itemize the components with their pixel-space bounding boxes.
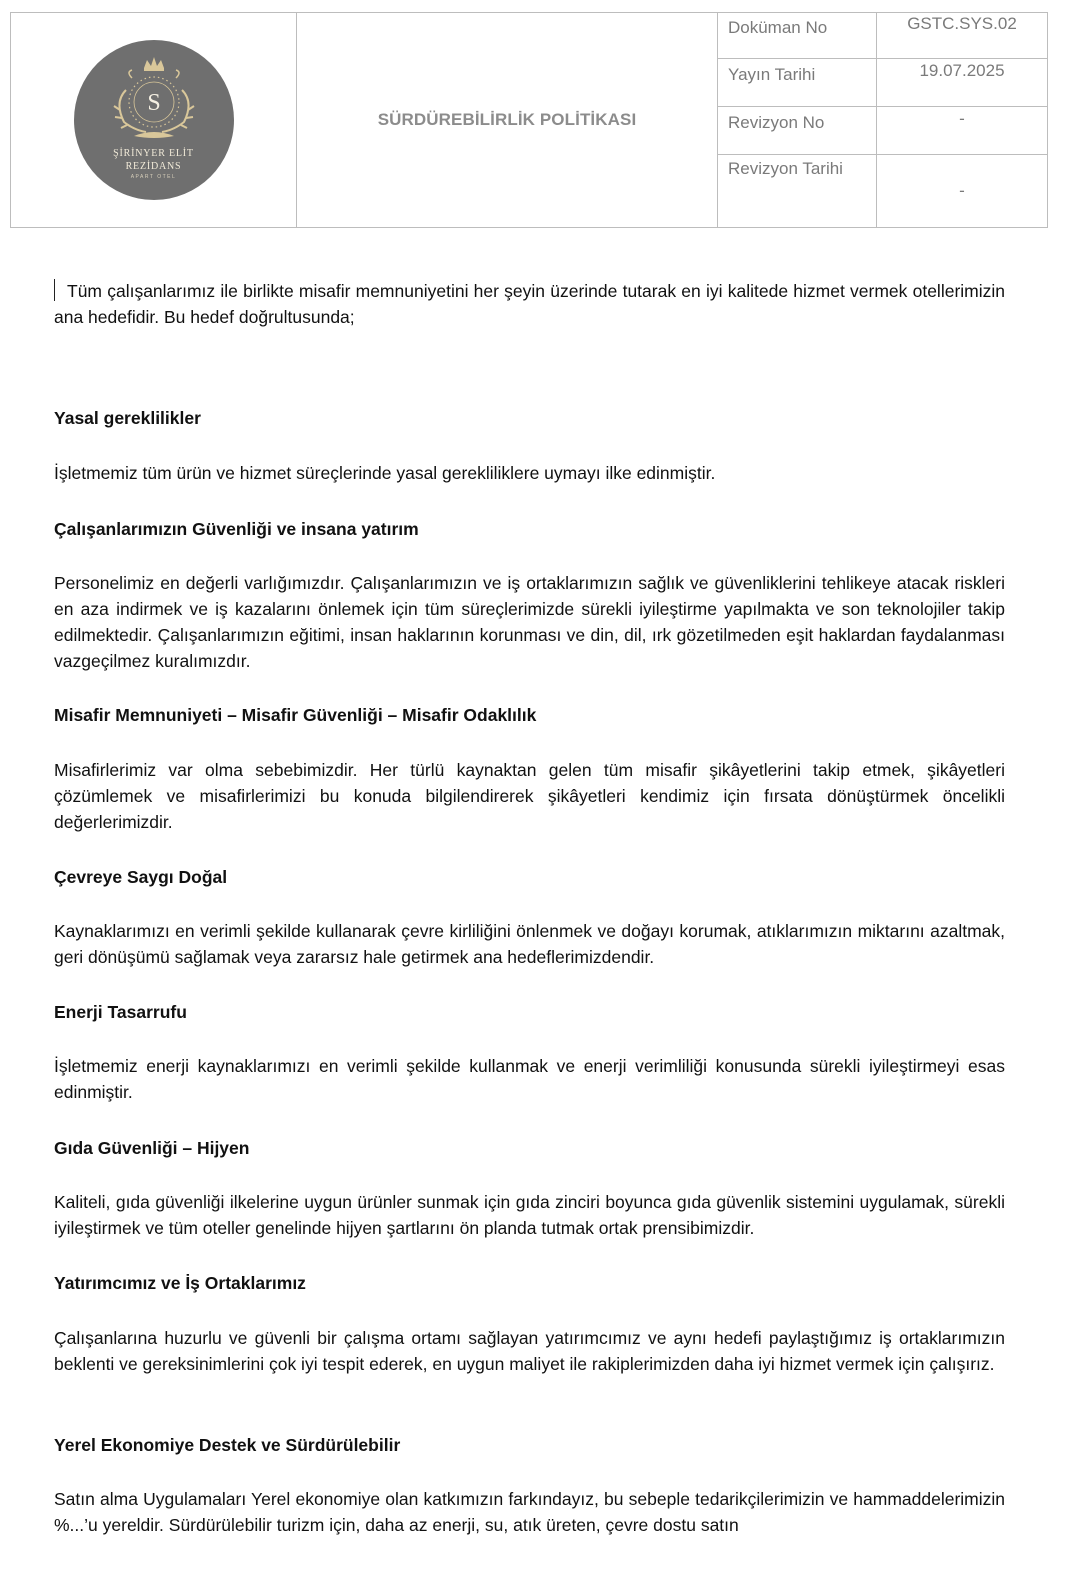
meta-label-document-no: Doküman No <box>718 13 877 59</box>
logo-monogram: S <box>146 90 161 116</box>
section-heading: Yerel Ekonomiye Destek ve Sürdürülebilir <box>54 1435 401 1455</box>
section-heading: Çevreye Saygı Doğal <box>54 867 228 887</box>
section-paragraph: İşletmemiz tüm ürün ve hizmet süreçlerinde yasal gerekliliklere uymayı ilke edinmiştir. <box>54 463 716 483</box>
logo-brand-line1: ŞİRİNYER ELİT <box>113 148 194 159</box>
section-paragraph: Satın alma Uygulamaları Yerel ekonomiye olan katkımızın farkındayız, bu sebeple tedarikçilerimizin ve hammaddelerimizin %...’u yereldir. Sürdürülebilir turizm için, daha az enerji, su, atık üreten, çevre dostu satın <box>54 1489 1005 1535</box>
meta-label-revision-date: Revizyon Tarihi <box>718 155 877 228</box>
meta-value-publish-date: 19.07.2025 <box>877 59 1048 107</box>
section-paragraph: İşletmemiz enerji kaynaklarımızı en verimli şekilde kullanmak ve enerji verimliliği konusunda sürekli iyileştirmeyi esas edinmiştir. <box>54 1056 1005 1102</box>
section-heading: Misafir Memnuniyeti – Misafir Güvenliği – Misafir Odaklılık <box>54 705 537 725</box>
logo-cell <box>11 13 297 228</box>
document-header-table <box>10 12 1048 228</box>
meta-value-document-no: GSTC.SYS.02 <box>877 13 1048 59</box>
section-paragraph: Misafirlerimiz var olma sebebimizdir. Her türlü kaynaktan gelen tüm misafir şikâyetlerini takip etmek, şikâyetleri çözümlemek ve misafirlerimizi bu konuda bilgilendirerek şikâyetleri kendimiz için fırsata dönüştürmek öncelikli değerlerimizdir. <box>54 760 1005 832</box>
meta-label-revision-no: Revizyon No <box>718 107 877 155</box>
section-paragraph: Kaliteli, gıda güvenliği ilkelerine uygun ürünler sunmak için gıda zinciri boyunca gıda güvenlik sistemini uygulamak, sürekli iyileştirmek ve tüm oteller genelinde hijyen şartlarını ön planda tutmak ortak prensibimizdir. <box>54 1192 1005 1238</box>
logo-brand-line2: REZİDANS <box>125 161 182 172</box>
section-heading: Çalışanlarımızın Güvenliği ve insana yatırım <box>54 519 419 539</box>
meta-label-publish-date: Yayın Tarihi <box>718 59 877 107</box>
section-paragraph: Kaynaklarımızı en verimli şekilde kullanarak çevre kirliliğini önlenmek ve doğayı korumak, atıklarımızın miktarını azaltmak, geri dönüşümü sağlamak veya zararsız hale getirmek ana hedeflerimizdendir. <box>54 921 1005 967</box>
section-heading: Yatırımcımız ve İş Ortaklarımız <box>54 1273 306 1293</box>
intro-paragraph[interactable]: Tüm çalışanlarımız ile birlikte misafir memnuniyetini her şeyin üzerinde tutarak en iyi kalitede hizmet vermek otellerimizin ana hedefidir. Bu hedef doğrultusunda; <box>54 281 1005 327</box>
logo-brand-line3: APART OTEL <box>130 174 177 180</box>
text-cursor <box>54 279 55 301</box>
section-paragraph: Personelimiz en değerli varlığımızdır. Çalışanlarımızın ve iş ortaklarımızın sağlık ve güvenliklerini tehlikeye atacak riskleri en aza indirmek ve iş kazalarını önlemek için tüm süreçlerimizde sürekli iyileştirme yapılmakta ve son teknolojiler takip edilmektedir. Çalışanlarımızın eğitimi, insan haklarının korunması ve din, dil, ırk gözetilmeden eşit haklardan faydalanması vazgeçilmez kuralımızdır. <box>54 573 1005 671</box>
section-paragraph: Çalışanlarına huzurlu ve güvenli bir çalışma ortamı sağlayan yatırımcımız ve aynı hedefi paylaştığımız iş ortaklarımızın beklenti ve gereksinimlerini çok iyi tespit ederek, en uygun maliyet ile rakiplerimizden daha iyi hizmet vermek için çalışırız. <box>54 1328 1005 1374</box>
meta-value-revision-no: - <box>877 107 1048 155</box>
section-heading: Yasal gereklilikler <box>54 408 201 428</box>
section-heading: Enerji Tasarrufu <box>54 1002 187 1022</box>
hotel-logo <box>74 40 234 200</box>
document-title: SÜRDÜREBİLİRLİK POLİTİKASI <box>297 13 718 228</box>
section-heading: Gıda Güvenliği – Hijyen <box>54 1138 250 1158</box>
meta-value-revision-date: - <box>877 155 1048 228</box>
